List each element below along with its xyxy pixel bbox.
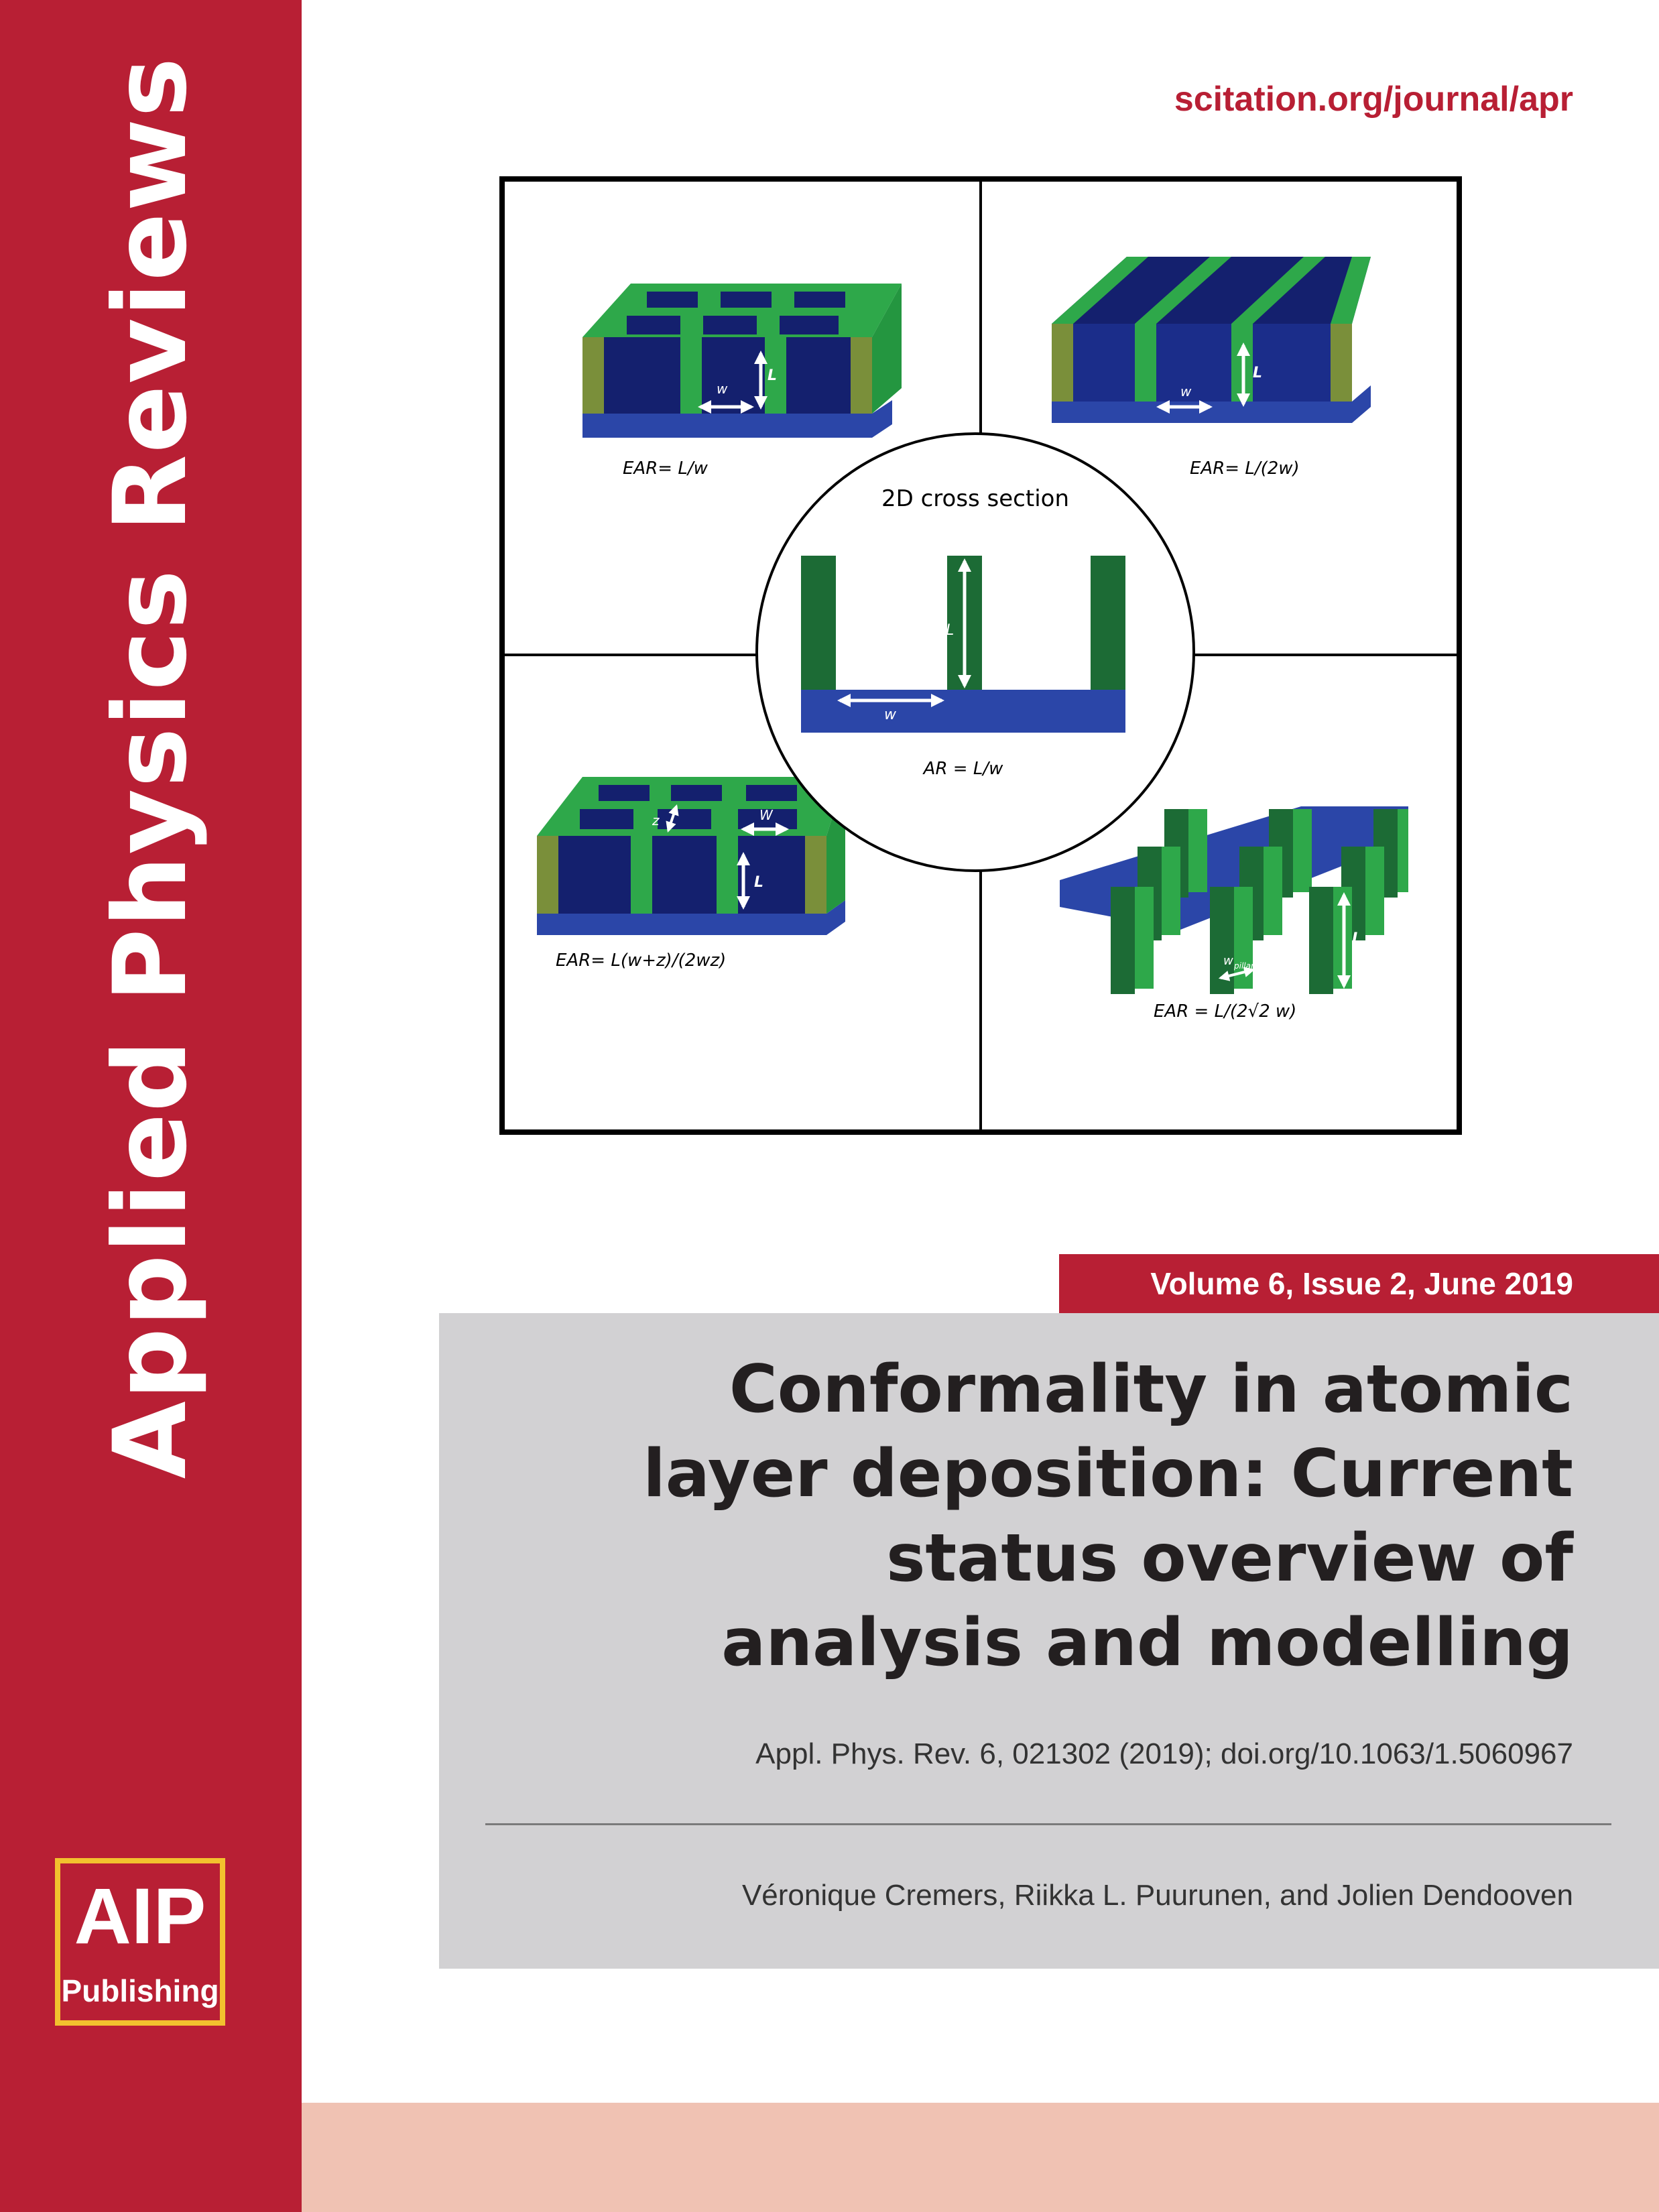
- br-pillar-label: pillar: [1234, 961, 1254, 971]
- bl-formula: EAR= L(w+z)/(2wz): [556, 950, 727, 971]
- article-authors: Véronique Cremers, Riikka L. Puurunen, and Jolien Dendooven: [741, 1879, 1573, 1912]
- cs-w-label: w: [884, 706, 896, 723]
- tr-w-label: w: [1180, 383, 1192, 400]
- title-line: Conformality in atomic: [729, 1351, 1573, 1428]
- bl-L-label: L: [754, 874, 764, 891]
- cross-section-formula: AR = L/w: [923, 759, 1003, 779]
- br-formula: EAR = L/(2√2 w): [1154, 1001, 1297, 1022]
- tr-L-label: L: [1253, 365, 1263, 381]
- grid-trench-illustration: [582, 284, 902, 438]
- journal-url-link[interactable]: scitation.org/journal/apr: [1174, 80, 1573, 119]
- grid-z-illustration: [537, 777, 845, 935]
- cs-L-label: L: [946, 622, 955, 639]
- br-L-label: L: [1352, 930, 1362, 947]
- tl-formula: EAR= L/w: [623, 458, 708, 479]
- journal-name: Applied Physics Reviews: [93, 56, 209, 1479]
- br-w-label: w: [1223, 954, 1233, 968]
- cross-section-title: 2D cross section: [881, 485, 1070, 512]
- tr-formula: EAR= L/(2w): [1190, 458, 1300, 479]
- logo-aip-text: AIP: [74, 1872, 206, 1961]
- title-line: analysis and modelling: [721, 1605, 1573, 1681]
- bl-W-label: W: [759, 807, 773, 823]
- tl-w-label: w: [717, 381, 728, 397]
- title-line: layer deposition: Current: [643, 1436, 1573, 1512]
- logo-publishing-text: Publishing: [61, 1973, 219, 2008]
- bottom-band: [302, 2103, 1659, 2212]
- article-title: [501, 1347, 1573, 1685]
- bl-z-label: z: [652, 812, 660, 828]
- tl-L-label: L: [767, 367, 778, 384]
- panel-divider: [485, 1823, 1611, 1825]
- trench-illustration: [1052, 257, 1371, 423]
- title-line: status overview of: [886, 1520, 1573, 1597]
- br-w2-label: w: [1277, 971, 1287, 985]
- aip-publishing-logo: [55, 1858, 225, 2026]
- article-citation[interactable]: Appl. Phys. Rev. 6, 021302 (2019); doi.org/10.1063/1.5060967: [755, 1737, 1573, 1770]
- cover-figure: [499, 176, 1462, 1135]
- volume-issue-label: Volume 6, Issue 2, June 2019: [1059, 1254, 1659, 1313]
